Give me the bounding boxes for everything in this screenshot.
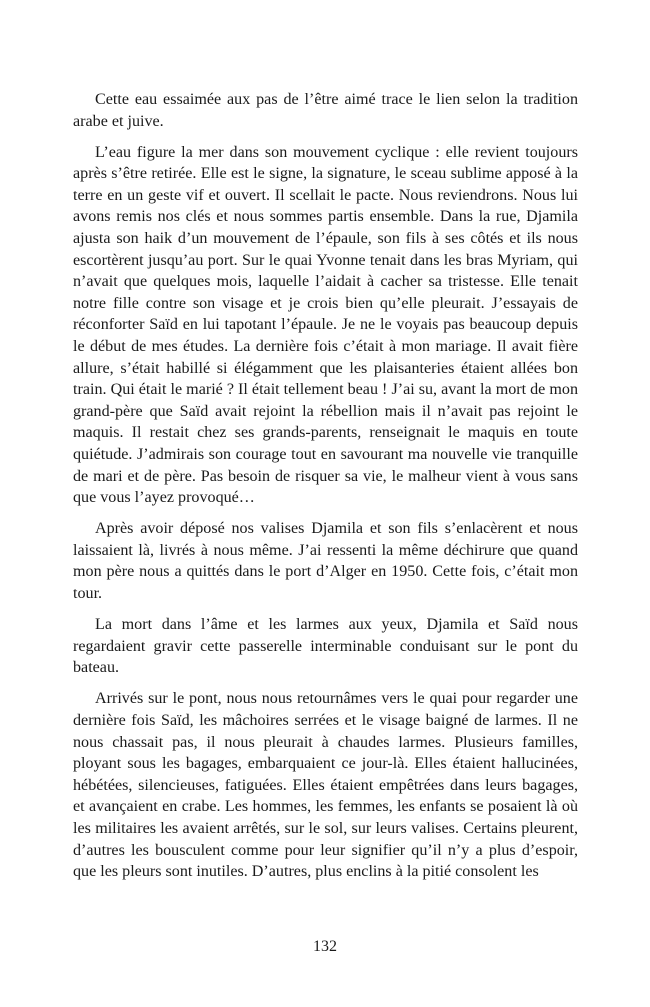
page-body — [73, 89, 578, 892]
paragraph-5: Arrivés sur le pont, nous nous retournâmes vers le quai pour regarder une dernière fois Saïd, les mâchoires serrées et le visage baigné de larmes. Il ne nous chassait pas, il nous pleurait à chaudes larmes. Plusieurs familles, ployant sous les bagages, embarquaient ce jour-là. Elles étaient hallucinées, hébétées, silencieuses, fatiguées. Elles étaient empêtrées dans leurs bagages, et avançaient en crabe. Les hommes, les femmes, les enfants se posaient là où les militaires les avaient arrêtés, sur le sol, sur leurs valises. Certains pleurent, d’autres les bousculent comme pour leur signifier qu’il n’y a plus d’espoir, que les pleurs sont inutiles. D’autres, plus enclins à la pitié consolent les — [73, 690, 578, 881]
paragraph-3: Après avoir déposé nos valises Djamila et son fils s’enlacèrent et nous laissaient là, livrés à nous même. J’ai ressenti la même déchirure que quand mon père nous a quittés dans le port d’Alger en 1950. Cette fois, c’était mon tour. — [73, 520, 578, 603]
paragraph-2: L’eau figure la mer dans son mouvement cyclique : elle revient toujours après s’être retirée. Elle est le signe, la signature, le sceau sublime apposé à la terre en un geste vif et ouvert. Il scellait le pacte. Nous reviendrons. Nous lui avons remis nos clés et nous sommes partis ensemble. Dans la rue, Djamila ajusta son haik d’un mouvement de l’épaule, son fils à ses côtés et ils nous escortèrent jusqu’au port. Sur le quai Yvonne tenait dans les bras Myriam, qui n’avait que quelques mois, laquelle l’aidait à cacher sa tristesse. Elle tenait notre fille contre son visage et je crois bien qu’elle pleurait. J’essayais de réconforter Saïd en lui tapotant l’épaule. Je ne le voyais pas beaucoup depuis le début de mes études. La dernière fois c’était à mon mariage. Il avait fière allure, s’était habillé si élégamment que les plaisanteries étaient allées bon train. Qui était le marié ? Il était tellement beau ! J’ai su, avant la mort de mon grand-père que Saïd avait rejoint la rébellion mais il n’avait pas rejoint le maquis. Il restait chez ses grands-parents, renseignait le maquis en toute quiétude. J’admirais son courage tout en savourant ma nouvelle vie tranquille de mari et de père. Pas besoin de risquer sa vie, le malheur vient à vous sans que vous l’ayez provoqué… — [73, 143, 578, 507]
page-number: 132 — [313, 938, 337, 955]
paragraph-1: Cette eau essaimée aux pas de l’être aimé trace le lien selon la tradition arabe et juive. — [73, 91, 578, 130]
paragraph-4: La mort dans l’âme et les larmes aux yeux, Djamila et Saïd nous regardaient gravir cette passerelle interminable conduisant sur le pont du bateau. — [73, 616, 578, 677]
